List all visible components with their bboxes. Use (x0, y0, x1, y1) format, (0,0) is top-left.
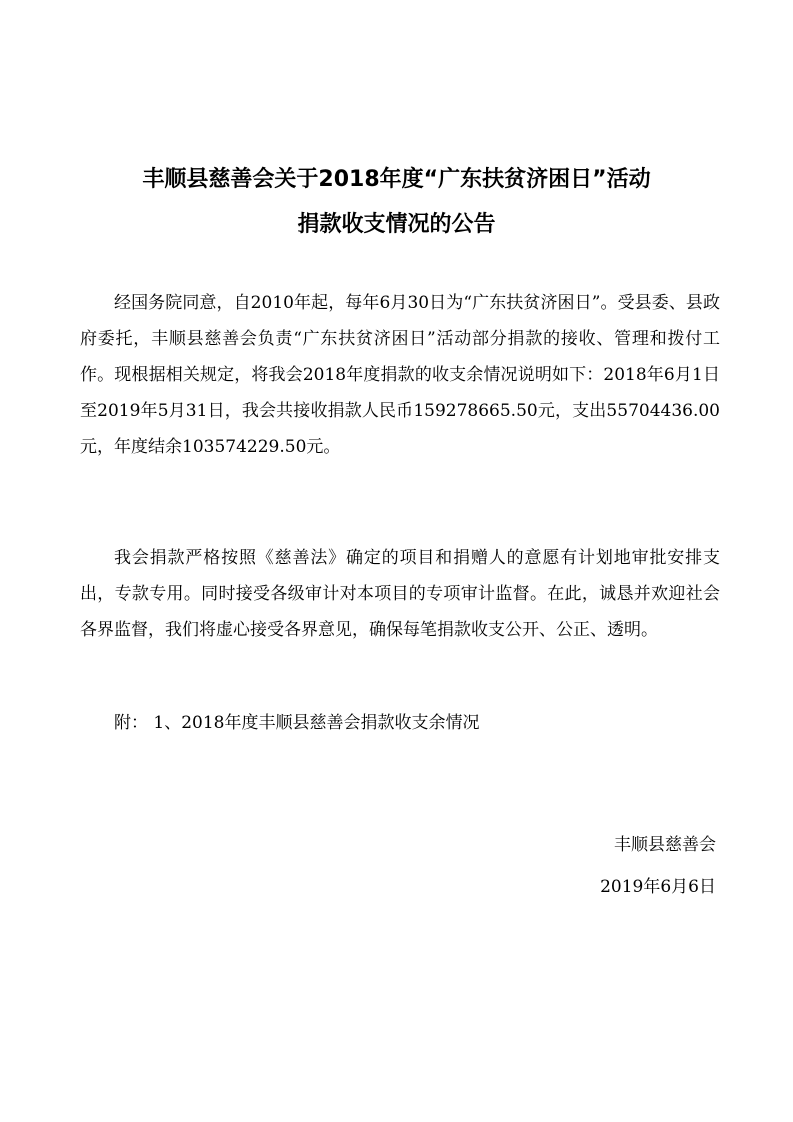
body-paragraph-2-container (80, 540, 720, 648)
document-title-line-2: 捐款收支情况的公告 (297, 212, 496, 237)
signature-organization: 丰顺县慈善会 (614, 835, 716, 855)
signature-date: 2019年6月6日 (600, 877, 716, 897)
attachment-note: 附： 1、2018年度丰顺县慈善会捐款收支余情况 (114, 713, 480, 733)
attachment-note-container (80, 705, 720, 741)
body-paragraph-1-container (80, 285, 720, 465)
body-paragraph-2: 我会捐款严格按照《慈善法》确定的项目和捐赠人的意愿有计划地审批安排支出，专款专用。同时接受各级审计对本项目的专项审计监督。在此，诚恳并欢迎社会各界监督，我们将虚心接受各界意见，确保每笔捐款收支公开、公正、透明。 (80, 548, 720, 640)
body-paragraph-1: 经国务院同意，自2010年起，每年6月30日为“广东扶贫济困日”。受县委、县政府委托，丰顺县慈善会负责“广东扶贫济困日”活动部分捐款的接收、管理和拨付工作。现根据相关规定，将我会2018年度捐款的收支余情况说明如下：2018年6月1日至2019年5月31日，我会共接收捐款人民币159278665.50元，支出55704436.00元，年度结余103574229.50元。 (80, 293, 720, 457)
document-title-line-1: 丰顺县慈善会关于2018年度“广东扶贫济困日”活动 (142, 167, 651, 192)
